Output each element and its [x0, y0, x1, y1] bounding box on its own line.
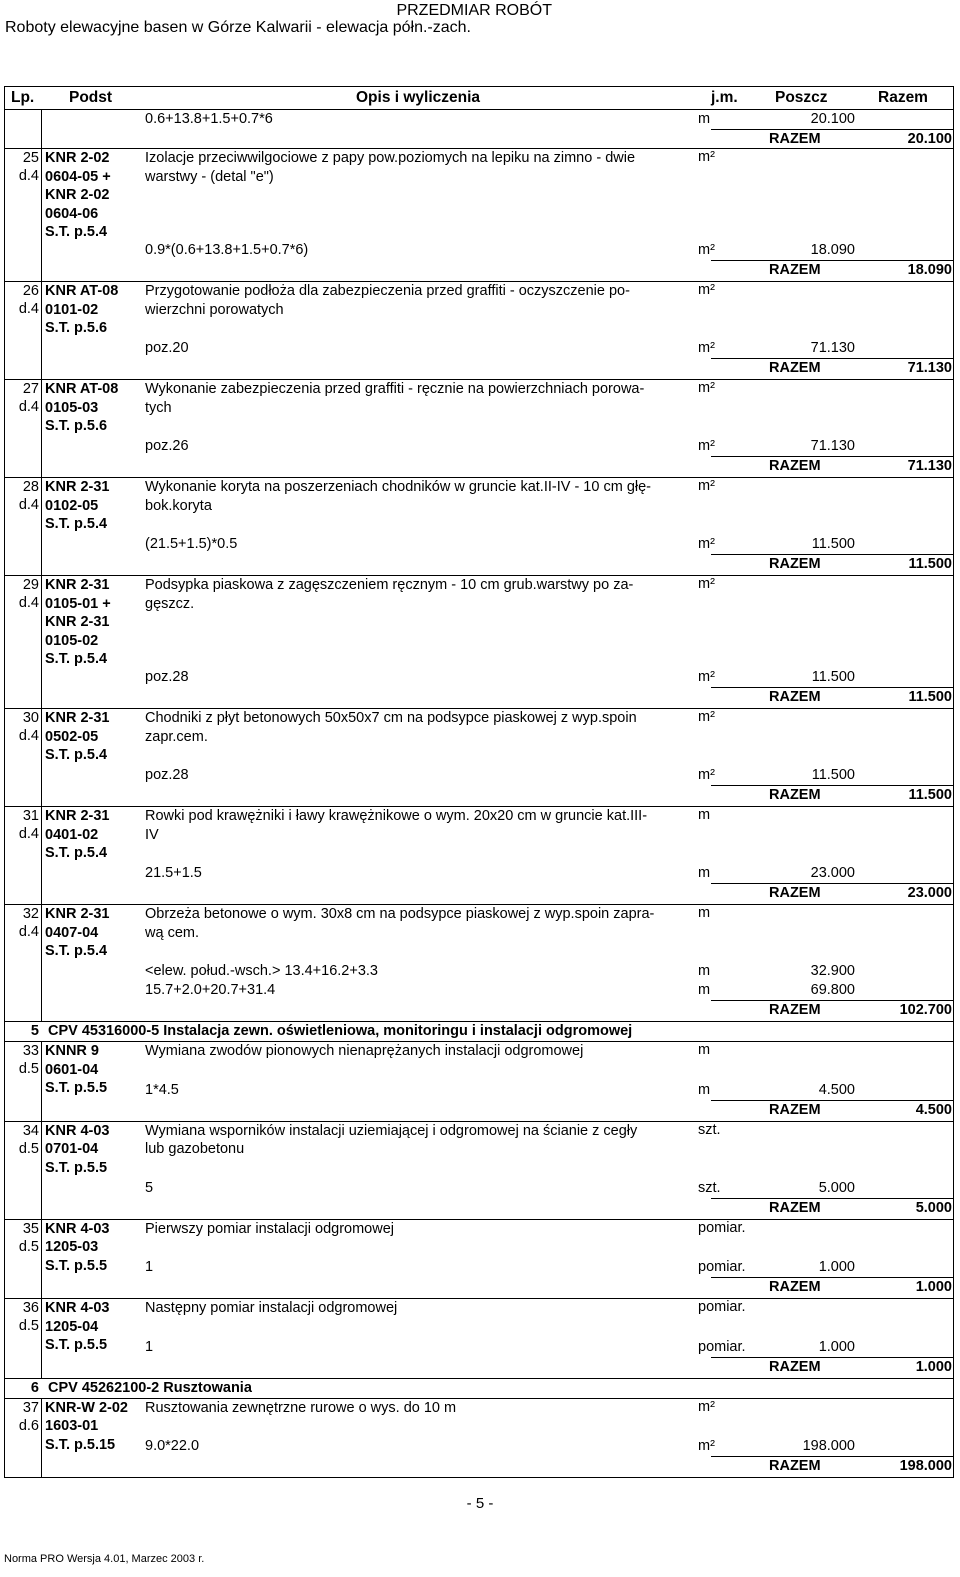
estimate-table [4, 86, 954, 1478]
table-row [5, 1298, 953, 1378]
calc-line: 5 szt. 5.000 [145, 1179, 855, 1196]
calc-line: 1*4.5 m 4.500 [145, 1081, 855, 1098]
section-title: CPV 45262100-2 Rusztowania [48, 1379, 252, 1396]
table-row [5, 806, 953, 904]
item-number: 37 d.6 [5, 1399, 42, 1478]
razem-row: RAZEM 71.130 [711, 456, 953, 476]
page-number: - 5 - [466, 1495, 494, 1512]
calc-line: 0.6+13.8+1.5+0.7*6 m 20.100 [145, 111, 855, 127]
calc-line: 15.7+2.0+20.7+31.4 m 69.800 [145, 982, 855, 998]
item-unit: m [698, 1042, 711, 1058]
table-row [5, 1041, 953, 1121]
col-jm: j.m. [711, 89, 738, 106]
item-description: Obrzeża betonowe o wym. 30x8 cm na podsypce piaskowej z wyp.spoin zapra- wą cem. [145, 906, 655, 941]
carry-over-row [5, 110, 953, 148]
item-unit: pomiar. [698, 1299, 746, 1315]
item-description: Pierwszy pomiar instalacji odgromowej [145, 1220, 395, 1237]
table-row [5, 148, 953, 281]
razem-row: RAZEM 11.500 [711, 785, 953, 805]
razem-row: RAZEM 102.700 [711, 1000, 953, 1020]
col-podst: Podst [69, 89, 113, 106]
item-number: 36 d.5 [5, 1299, 42, 1378]
item-unit: szt. [698, 1121, 721, 1138]
razem-row: RAZEM 23.000 [711, 883, 953, 903]
item-number: 30 d.4 [5, 709, 42, 806]
table-header [5, 87, 953, 110]
table-row [5, 1219, 953, 1299]
item-number: 33 d.5 [5, 1042, 42, 1121]
section-number: 5 [30, 1023, 39, 1039]
item-unit: pomiar. [698, 1219, 746, 1236]
item-description: Wymiana wsporników instalacji uziemiającej i odgromowej na ścianie z cegły lub gazobetonu [145, 1122, 638, 1157]
item-number: 28 d.4 [5, 478, 42, 575]
table-row [5, 904, 953, 1021]
calc-line: 1 pomiar. 1.000 [145, 1338, 855, 1355]
item-unit: m² [698, 709, 715, 725]
items-container [5, 148, 953, 1477]
item-unit: m [698, 807, 711, 823]
item-basis: KNR 2-31 0407-04 S.T. p.5.4 [45, 906, 110, 959]
item-description: Izolacje przeciwwilgociowe z papy pow.poziomych na lepiku na zimno - dwie warstwy - (detal "e") [145, 150, 636, 185]
calc-line: poz.28 m² 11.500 [145, 767, 855, 783]
razem-row: RAZEM 198.000 [711, 1456, 953, 1476]
item-basis: KNR 2-31 0401-02 S.T. p.5.4 [45, 808, 110, 861]
item-basis: KNR AT-08 0101-02 S.T. p.5.6 [45, 283, 119, 336]
razem-row: RAZEM 11.500 [711, 687, 953, 707]
calc-line: poz.20 m² 71.130 [145, 340, 855, 356]
razem-row: RAZEM 11.500 [711, 554, 953, 574]
item-basis: KNR 2-31 0502-05 S.T. p.5.4 [45, 710, 110, 763]
item-basis: KNR 2-31 0102-05 S.T. p.5.4 [45, 479, 110, 532]
table-row [5, 477, 953, 575]
razem-row: RAZEM 4.500 [711, 1100, 953, 1120]
item-unit: m² [698, 1398, 715, 1415]
item-description: Podsypka piaskowa z zagęszczeniem ręcznym - 10 cm grub.warstwy po za- gęszcz. [145, 577, 634, 612]
col-opis: Opis i wyliczenia [356, 89, 481, 106]
document-title: PRZEDMIAR ROBÓT [396, 2, 552, 19]
item-unit: m² [698, 149, 715, 165]
calc-line: <elew. połud.-wsch.> 13.4+16.2+3.3 m 32.900 [145, 963, 855, 979]
item-basis: KNR 4-03 1205-03 S.T. p.5.5 [45, 1220, 110, 1274]
item-description: Rusztowania zewnętrzne rurowe o wys. do 10 m [145, 1399, 457, 1416]
item-number: 31 d.4 [5, 807, 42, 904]
item-description: Chodniki z płyt betonowych 50x50x7 cm na podsypce piaskowej z wyp.spoin zapr.cem. [145, 710, 637, 745]
item-number: 34 d.5 [5, 1122, 42, 1219]
table-row [5, 575, 953, 708]
table-row [5, 708, 953, 806]
table-row [5, 1398, 953, 1478]
calc-line: 0.9*(0.6+13.8+1.5+0.7*6) m² 18.090 [145, 242, 855, 258]
table-row [5, 281, 953, 379]
item-description: Wymiana zwodów pionowych nienaprężanych instalacji odgromowej [145, 1043, 584, 1059]
item-basis: KNR 4-03 0701-04 S.T. p.5.5 [45, 1122, 110, 1176]
item-basis: KNR AT-08 0105-03 S.T. p.5.6 [45, 381, 119, 434]
item-number: 27 d.4 [5, 380, 42, 477]
calc-line: 1 pomiar. 1.000 [145, 1259, 855, 1275]
col-lp: Lp. [11, 89, 35, 106]
section-row [5, 1378, 953, 1398]
item-description: Rowki pod krawężniki i ławy krawężnikowe o wym. 20x20 cm w gruncie kat.III- IV [145, 808, 648, 843]
item-description: Przygotowanie podłoża dla zabezpieczenia przed graffiti - oczyszczenie po- wierzchni porowatych [145, 283, 630, 318]
razem-row: RAZEM 20.100 [711, 129, 953, 149]
item-number: 26 d.4 [5, 282, 42, 379]
project-title: Roboty elewacyjne basen w Górze Kalwarii - elewacja półn.-zach. [5, 19, 471, 36]
section-number: 6 [30, 1379, 39, 1396]
col-poszcz: Poszcz [775, 89, 828, 106]
item-unit: m² [698, 478, 715, 494]
calc-line: 9.0*22.0 m² 198.000 [145, 1438, 855, 1454]
item-unit: m² [698, 576, 715, 592]
razem-row: RAZEM 71.130 [711, 358, 953, 378]
razem-row: RAZEM 1.000 [711, 1277, 953, 1297]
table-row [5, 1121, 953, 1219]
item-description: Wykonanie zabezpieczenia przed graffiti - ręcznie na powierzchniach porowa- tych [145, 381, 645, 416]
section-title: CPV 45316000-5 Instalacja zewn. oświetleniowa, monitoringu i instalacji odgromowej [48, 1023, 633, 1039]
razem-row: RAZEM 18.090 [711, 260, 953, 280]
item-basis: KNR 4-03 1205-04 S.T. p.5.5 [45, 1300, 110, 1353]
item-unit: m² [698, 380, 715, 396]
calc-line: (21.5+1.5)*0.5 m² 11.500 [145, 536, 855, 552]
item-description: Wykonanie koryta na poszerzeniach chodników w gruncie kat.II-IV - 10 cm głę- bok.koryta [145, 479, 651, 514]
item-unit: m² [698, 282, 715, 298]
col-razem: Razem [878, 89, 928, 106]
razem-row: RAZEM 5.000 [711, 1198, 953, 1218]
software-note: Norma PRO Wersja 4.01, Marzec 2003 r. [4, 1553, 205, 1565]
table-row [5, 379, 953, 477]
razem-row: RAZEM 1.000 [711, 1357, 953, 1377]
item-basis: KNR-W 2-02 1603-01 S.T. p.5.15 [45, 1399, 128, 1453]
item-unit: m [698, 905, 711, 921]
item-number: 29 d.4 [5, 576, 42, 708]
item-number: 32 d.4 [5, 905, 42, 1021]
calc-line: 21.5+1.5 m 23.000 [145, 865, 855, 881]
item-basis: KNR 2-31 0105-01 + KNR 2-31 0105-02 S.T. p.5.4 [45, 577, 111, 667]
item-basis: KNR 2-02 0604-05 + KNR 2-02 0604-06 S.T. p.5.4 [45, 150, 111, 240]
calc-line: poz.26 m² 71.130 [145, 438, 855, 454]
section-row [5, 1021, 953, 1041]
calc-line: poz.28 m² 11.500 [145, 669, 855, 685]
item-description: Następny pomiar instalacji odgromowej [145, 1300, 398, 1316]
item-basis: KNNR 9 0601-04 S.T. p.5.5 [45, 1043, 108, 1096]
item-number: 35 d.5 [5, 1220, 42, 1299]
item-number: 25 d.4 [5, 149, 42, 281]
